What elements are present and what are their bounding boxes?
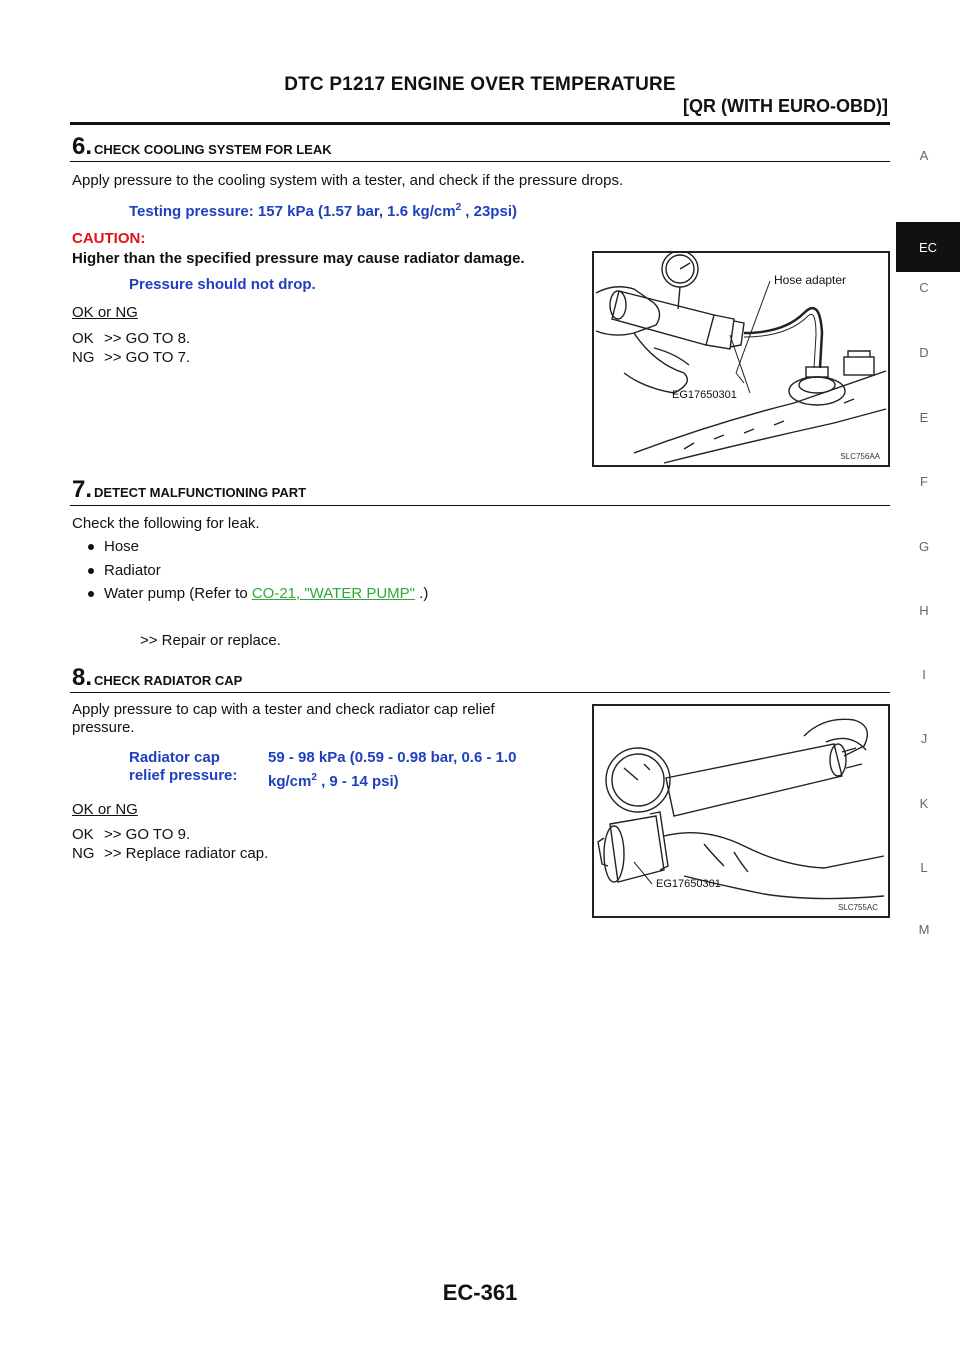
step-6-ng-row: NG >> GO TO 7. <box>72 349 191 366</box>
sidebar-section-c[interactable]: C <box>919 280 929 295</box>
sidebar-section-j[interactable]: J <box>920 731 928 746</box>
step-6-pressure-note: Pressure should not drop. <box>129 276 316 293</box>
sidebar-section-f[interactable]: F <box>920 474 928 489</box>
sidebar-section-e[interactable]: E <box>919 410 929 425</box>
sidebar-section-k[interactable]: K <box>919 796 929 811</box>
figure-radiator-cap-test <box>592 704 890 918</box>
sidebar-section-d[interactable]: D <box>919 345 929 360</box>
step-7-heading <box>72 476 306 504</box>
figure-2-tool-label: EG17650301 <box>656 878 721 890</box>
step-6-ok-ng: OK or NG <box>72 304 138 321</box>
step-6-caution-label: CAUTION: <box>72 230 146 247</box>
step-6-title: CHECK COOLING SYSTEM FOR LEAK <box>94 142 332 157</box>
page-subtitle: [QR (WITH EURO-OBD)] <box>683 96 888 116</box>
step-8-ok-row: OK >> GO TO 9. <box>72 826 191 843</box>
step-8-ng-row: NG >> Replace radiator cap. <box>72 845 269 862</box>
step-6-ok-row: OK >> GO TO 8. <box>72 330 191 347</box>
step-8-heading <box>72 664 242 692</box>
figure-1-hose-label: Hose adapter <box>774 273 847 287</box>
step-6-rule <box>70 161 890 162</box>
figure-cooling-system-test <box>592 251 890 467</box>
step-8-instruction-line1: Apply pressure to cap with a tester and check radiator cap relief <box>72 701 495 718</box>
water-pump-link[interactable]: CO-21, "WATER PUMP" <box>251 585 415 602</box>
step-8-ok-ng: OK or NG <box>72 801 138 818</box>
step-6-heading <box>72 133 332 161</box>
step-7-rule <box>70 505 890 506</box>
step-6-number: 6. <box>72 133 93 160</box>
sidebar-section-a[interactable]: A <box>919 148 929 163</box>
step-8-title: CHECK RADIATOR CAP <box>94 673 243 688</box>
cap-tester-illustration <box>594 706 888 916</box>
figure-1-tool-label: EG17650301 <box>672 389 737 401</box>
step-6-testing-pressure: Testing pressure: 157 kPa (1.57 bar, 1.6 $kg/cm^2$ , 23psi) <box>129 202 517 220</box>
page-title: DTC P1217 ENGINE OVER TEMPERATURE <box>284 74 676 95</box>
sidebar-section-h[interactable]: H <box>919 603 929 618</box>
sidebar-section-g[interactable]: G <box>918 539 930 554</box>
list-item: Water pump (Refer to CO-21, "WATER PUMP" .) <box>88 585 428 602</box>
page-number: EC-361 <box>442 1280 518 1305</box>
step-6-instruction: Apply pressure to the cooling system with a tester, and check if the pressure drops. <box>72 172 624 189</box>
list-item: Hose <box>88 538 139 555</box>
step-8-number: 8. <box>72 664 93 691</box>
step-8-spec-label-1: Radiator cap <box>129 749 220 766</box>
sidebar-section-ec[interactable]: EC <box>896 222 960 272</box>
sidebar-section-l[interactable]: L <box>920 860 928 875</box>
step-6-caution-text: Higher than the specified pressure may cause radiator damage. <box>72 250 525 267</box>
header-rule <box>70 122 890 125</box>
step-7-number: 7. <box>72 476 93 503</box>
step-8-spec-value-2: $kg/cm^2$ , 9 - 14 psi) <box>268 772 399 790</box>
figure-2-code: SLC755AC <box>837 903 878 912</box>
step-8-spec-value-1: 59 - 98 kPa (0.59 - 0.98 bar, 0.6 - 1.0 <box>268 749 517 766</box>
step-8-rule <box>70 692 890 693</box>
figure-1-code: SLC756AA <box>840 452 880 461</box>
step-8-spec-label-2: relief pressure: <box>129 767 238 784</box>
step-7-instruction: Check the following for leak. <box>72 515 260 532</box>
list-item: Radiator <box>88 562 161 579</box>
step-8-instruction-line2: pressure. <box>72 719 135 736</box>
step-7-title: DETECT MALFUNCTIONING PART <box>94 485 307 500</box>
sidebar-section-m[interactable]: M <box>918 922 930 937</box>
step-7-action: >> Repair or replace. <box>140 632 281 649</box>
sidebar-section-i[interactable]: I <box>922 667 926 682</box>
